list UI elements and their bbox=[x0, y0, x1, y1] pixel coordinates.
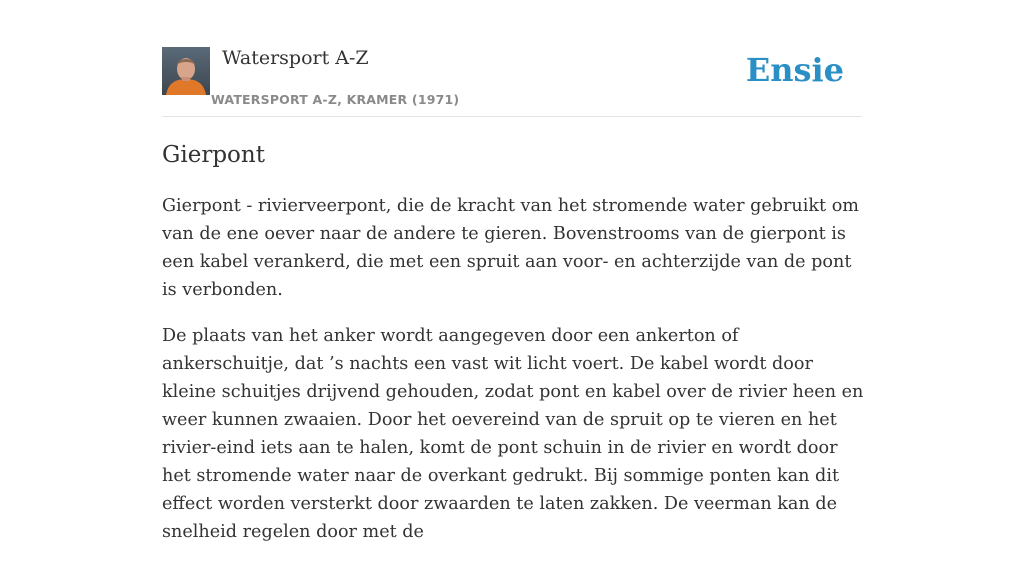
article-paragraph: Gierpont - rivierveerpont, die de kracht van het stromende water gebruikt om van de ene oever naar de andere te gieren. Bovenstrooms van de gierpont is een kabel verankerd, die met een spruit aan voor- en achterzijde van de pont is verbonden. bbox=[162, 196, 859, 300]
author-avatar[interactable] bbox=[162, 47, 210, 95]
article-body bbox=[162, 192, 867, 564]
article-paragraph: De plaats van het anker wordt aangegeven door een ankerton of ankerschuitje, dat ’s nachts een vast wit licht voert. De kabel wordt door kleine schuitjes drijvend gehouden, zodat pont en kabel over de rivier heen en weer kunnen zwaaien. Door het oevereind van de spruit op te vieren en het rivier-eind iets aan te halen, komt de pont schuin in de rivier en wordt door het stromende water naar de overkant gedrukt. Bij sommige ponten kan dit effect worden versterkt door zwaarden te laten zakken. De veerman kan de snelheid regelen door met de bbox=[162, 326, 864, 542]
source-header bbox=[162, 46, 862, 117]
brand-logo[interactable]: Ensie bbox=[745, 51, 844, 89]
avatar-image bbox=[162, 47, 210, 95]
article-title: Gierpont bbox=[162, 142, 265, 168]
source-subtitle[interactable]: WATERSPORT A-Z, KRAMER (1971) bbox=[211, 92, 460, 107]
source-title[interactable]: Watersport A-Z bbox=[222, 47, 369, 69]
